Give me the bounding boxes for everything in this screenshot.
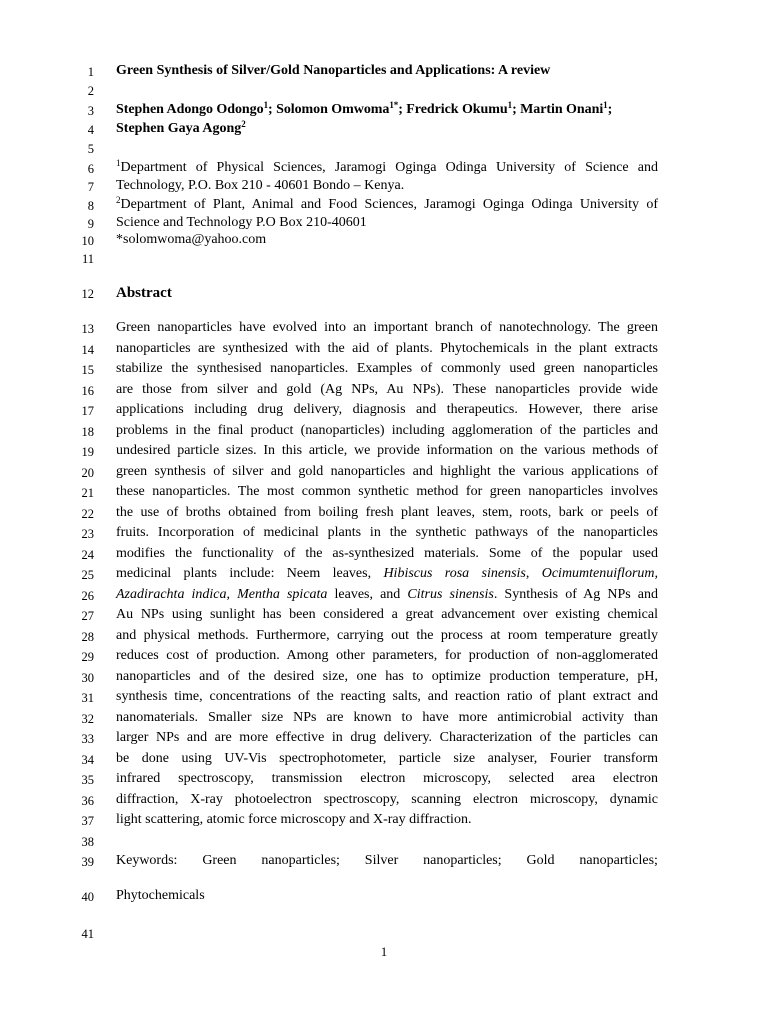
keywords-continued: Phytochemicals [116,888,205,903]
line-number: 33 [81,732,94,746]
affiliation-2: $^2$Department of Plant, Animal and Food Sciences, Jaramogi Oginga Odinga University of [116,195,658,212]
line-number: 21 [81,486,94,500]
line-number: 32 [81,712,94,726]
author-affiliation-marker: 1 [507,100,513,110]
abstract-line: stabilize the synthesised nanoparticles. Examples of commonly used green nanoparticles [116,361,658,376]
abstract-line: medicinal plants include: Neem leaves, Hibiscus rosa sinensis, Ocimumtenuiflorum, [116,566,658,581]
abstract-line: applications including drug delivery, diagnosis and therapeutics. However, there arise [116,402,658,417]
author-separator: ; [512,102,521,117]
affiliation-1-continued: Technology, P.O. Box 210 - 40601 Bondo – Kenya. [116,178,405,193]
affiliation-1: $^1$Department of Physical Sciences, Jaramogi Oginga Odinga University of Science and [116,158,658,175]
abstract-line: and physical methods. Furthermore, carrying out the process at room temperature greatly [116,628,658,643]
abstract-line: light scattering, atomic force microscopy and X-ray diffraction. [116,812,472,827]
plant-name: Azadirachta indica [116,587,227,602]
line-number: 2 [87,84,94,98]
line-number: 13 [81,322,94,336]
author-affiliation-marker: 1 [263,100,269,110]
author-name: Stephen Gaya Agong [116,121,242,136]
line-number: 6 [87,162,94,176]
line-number: 16 [81,384,94,398]
line-number: 26 [81,589,94,603]
line-number: 9 [87,217,94,231]
author-list [116,100,658,120]
line-number: 23 [81,527,94,541]
line-number: 17 [81,404,94,418]
line-number: 14 [81,343,94,357]
abstract-line: these nanoparticles. The most common synthetic method for green nanoparticles involves [116,484,658,499]
abstract-line: infrared spectroscopy, transmission electron microscopy, selected area electron [116,771,658,786]
abstract-heading: Abstract [116,285,172,301]
abstract-line: are those from silver and gold (Ag NPs, Au NPs). These nanoparticles provide wide [116,382,658,397]
author-affiliation-marker: 1 [603,100,608,110]
keywords-label: Keywords: [116,853,178,868]
line-number: 25 [81,568,94,582]
author-affiliation-marker: 2 [241,119,246,129]
abstract-line: nanoparticles and of the desired size, one has to optimize production temperature, pH, [116,669,658,684]
author-name: Fredrick Okumu [406,102,508,117]
author-name: Martin Onani [520,102,604,117]
abstract-line: the use of broths obtained from boiling fresh plant leaves, stem, roots, bark or peels of [116,505,658,520]
author-separator: ; [398,102,407,117]
keyword-word: Gold [526,853,555,868]
line-number: 4 [87,123,94,137]
abstract-line: Green nanoparticles have evolved into an important branch of nanotechnology. The green [116,320,658,335]
line-number: 35 [81,773,94,787]
line-number: 27 [81,609,94,623]
corresponding-email: *solomwoma@yahoo.com [116,232,267,247]
line-number: 22 [81,507,94,521]
page-number: 1 [380,945,388,959]
line-number: 30 [81,671,94,685]
abstract-line: be done using UV-Vis spectrophotometer, particle size analyser, Fourier transform [116,751,658,766]
line-number: 41 [81,927,94,941]
line-number: 19 [81,445,94,459]
keyword-word: nanoparticles; [261,853,340,868]
author-separator: ; [607,102,613,117]
line-number: 8 [87,199,94,213]
line-number: 31 [81,691,94,705]
line-number: 24 [81,548,94,562]
keyword-word: nanoparticles; [579,853,658,868]
author-list-continued [116,119,658,139]
line-number: 39 [81,855,94,869]
abstract-line: green synthesis of silver and gold nanoparticles and highlight the various applications of [116,464,658,479]
author-name: Solomon Omwoma [276,102,390,117]
abstract-line: nanomaterials. Smaller size NPs are known to have more antimicrobial activity than [116,710,658,725]
abstract-line: diffraction, X-ray photoelectron spectroscopy, scanning electron microscopy, dynamic [116,792,658,807]
paper-title: Green Synthesis of Silver/Gold Nanoparticles and Applications: A review [116,63,551,78]
line-number: 38 [81,835,94,849]
line-number: 3 [87,104,94,118]
keyword-word: Green [202,853,237,868]
line-number: 5 [87,142,94,156]
affiliation-2-continued: Science and Technology P.O Box 210-40601 [116,215,367,230]
abstract-line: Au NPs using sunlight has been considered a great advancement over existing chemical [116,607,658,622]
affiliation-marker: 1 [116,158,121,168]
keywords [116,851,658,871]
abstract-line: undesired particle sizes. In this article, we provide information on the various methods of [116,443,658,458]
plant-name: Citrus sinensis [407,587,494,602]
abstract-line: problems in the final product (nanoparticles) including agglomeration of the particles and [116,423,658,438]
line-number: 36 [81,794,94,808]
abstract-line: larger NPs and are more effective in drug delivery. Characterization of the particles can [116,730,658,745]
abstract-line: nanoparticles are synthesized with the aid of plants. Phytochemicals in the plant extracts [116,341,658,356]
line-number: 1 [87,65,94,79]
line-number: 34 [81,753,94,767]
abstract-line: fruits. Incorporation of medicinal plants in the synthetic pathways of the nanoparticles [116,525,658,540]
abstract-line: reduces cost of production. Among other parameters, for production of non-agglomerated [116,648,658,663]
line-number: 28 [81,630,94,644]
line-number: 20 [81,466,94,480]
abstract-line: synthesis time, concentrations of the reacting salts, and reaction ratio of plant extract and [116,689,658,704]
author-separator: ; [268,102,277,117]
line-number: 11 [81,252,94,266]
author-affiliation-marker: 1* [389,100,399,110]
line-number: 37 [81,814,94,828]
affiliation-marker: 2 [116,195,121,205]
plant-name: Mentha spicata [237,587,328,602]
author-name: Stephen Adongo Odongo [116,102,264,117]
line-number: 40 [81,890,94,904]
plant-name: Hibiscus rosa sinensis [383,566,526,581]
plant-name: Ocimumtenuiflorum, [541,566,658,581]
abstract-line: modifies the functionality of the as-synthesized materials. Some of the popular used [116,546,658,561]
line-number: 18 [81,425,94,439]
keyword-word: nanoparticles; [423,853,502,868]
keyword-word: Silver [364,853,399,868]
line-number: 12 [81,287,94,301]
line-number: 15 [81,363,94,377]
abstract-line: Azadirachta indica, Mentha spicata leaves, and Citrus sinensis. Synthesis of Ag NPs and [116,587,659,602]
line-number: 10 [81,234,94,248]
line-number: 7 [87,180,94,194]
line-number: 29 [81,650,94,664]
